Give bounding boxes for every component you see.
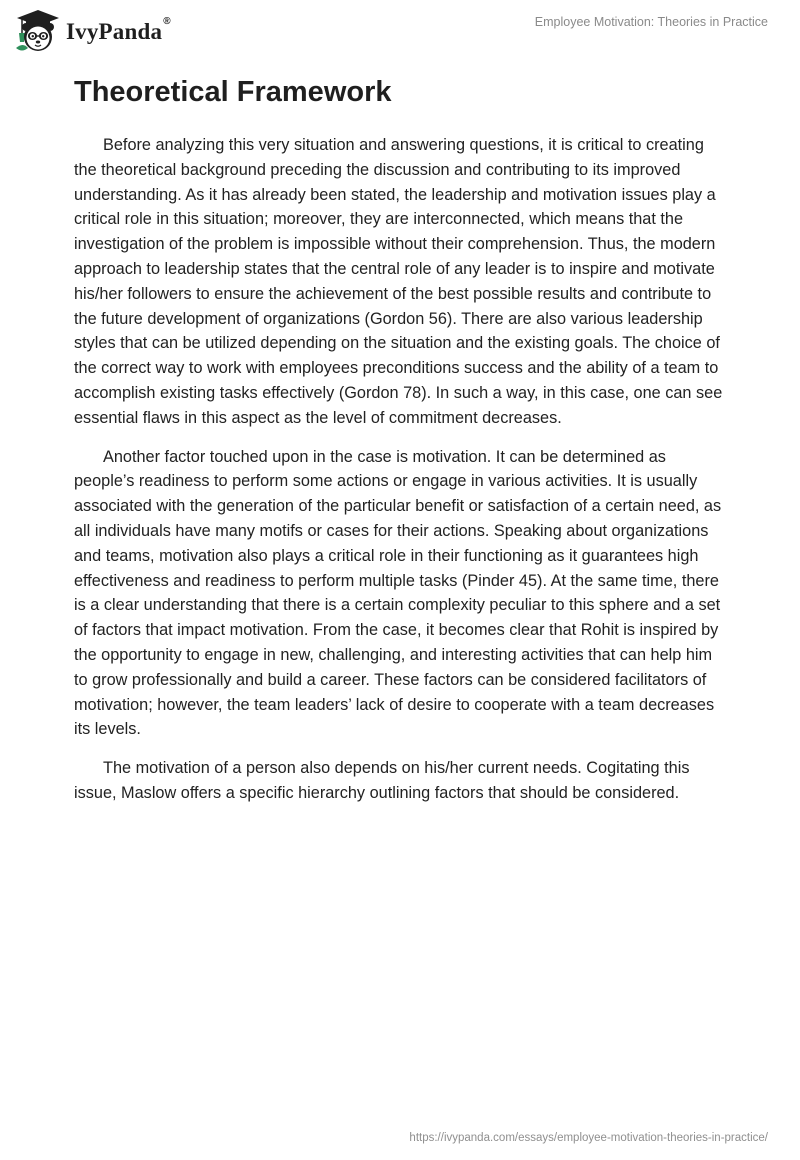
registered-mark: ® [163,16,171,27]
logo-wordmark: IvyPanda® [66,16,171,44]
section-title: Theoretical Framework [74,76,392,108]
paragraph-2: Another factor touched upon in the case is motivation. It can be determined as people’s readiness to perform some actions or engage in various activities. It is usually associated with the generation of the particular benefit or satisfaction of a certain need, as all individuals have many motifs or cases for their actions. Speaking about organizations and teams, motivation also plays a critical role in their functioning as it guarantees high effectiveness and readiness to perform multiple tasks (Pinder 45). At the same time, there is a clear understanding that there is a certain complexity peculiar to this sphere and a set of factors that impact motivation. From the case, it becomes clear that Rohit is inspired by the opportunity to engage in new, challenging, and interesting activities that can help him to grow professionally and build a career. These factors can be considered facilitators of motivation; however, the team leaders’ lack of desire to cooperate with a team decreases its levels. [74,447,722,739]
paragraph-3: The motivation of a person also depends on his/her current needs. Cogitating this issue, Maslow offers a specific hierarchy outlining factors that should be considered. [74,759,690,802]
source-url-link[interactable]: https://ivypanda.com/essays/employee-motivation-theories-in-practice/ [409,1132,768,1144]
essay-content [74,74,726,820]
panda-graduate-icon [14,8,62,54]
paragraph-1: Before analyzing this very situation and answering questions, it is critical to creating the theoretical background preceding the discussion and contributing to its improved understanding. As it has already been stated, the leadership and motivation issues play a critical role in this situation; moreover, they are interconnected, which means that the investigation of the problem is impossible without their comprehension. Thus, the modern approach to leadership states that the central role of any leader is to inspire and motivate his/her followers to ensure the achievement of the best possible results and contribute to the future development of organizations (Gordon 56). There are also various leadership styles that can be utilized depending on the situation and the existing goals. The choice of the correct way to work with employees preconditions success and the ability of a team to accomplish existing tasks effectively (Gordon 78). In such a way, in this case, one can see essential flaws in this aspect as the level of commitment decreases. [74,136,723,427]
running-title: Employee Motivation: Theories in Practice [534,15,768,29]
page-header [0,0,800,60]
ivypanda-logo[interactable] [14,8,171,54]
